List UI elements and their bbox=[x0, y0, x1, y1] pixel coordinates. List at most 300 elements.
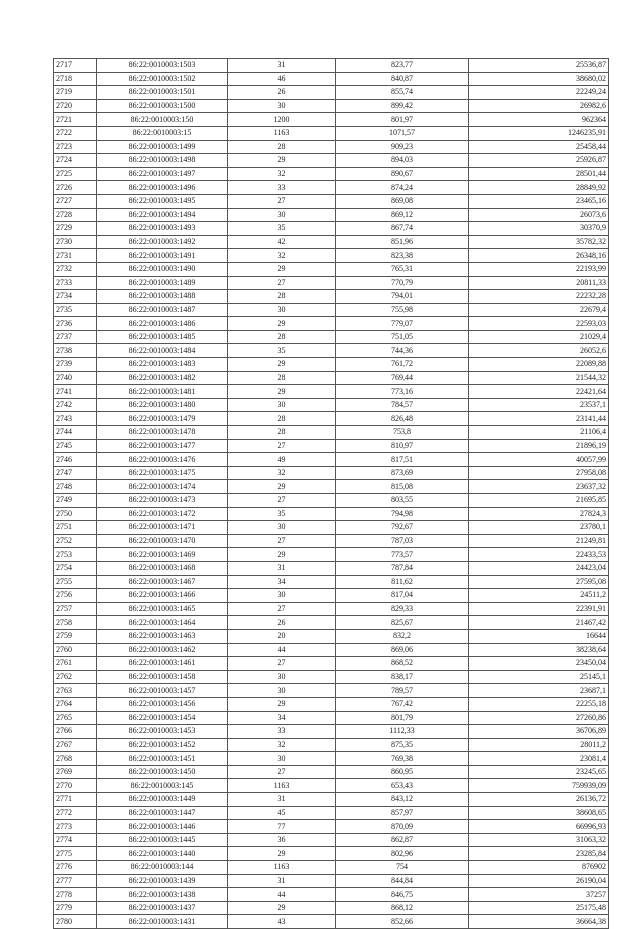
row-number-cell: 2774 bbox=[54, 833, 97, 847]
area-cell: 35 bbox=[228, 222, 336, 236]
row-number-cell: 2776 bbox=[54, 861, 97, 875]
table-row bbox=[54, 330, 609, 344]
row-number-cell: 2750 bbox=[54, 507, 97, 521]
specific-value-cell: 810,97 bbox=[336, 439, 469, 453]
specific-value-cell: 773,57 bbox=[336, 548, 469, 562]
cadastral-value-cell: 26136,72 bbox=[469, 793, 609, 807]
specific-value-cell: 754 bbox=[336, 861, 469, 875]
cadastral-value-cell: 28849,92 bbox=[469, 181, 609, 195]
cadastral-value-cell: 22193,99 bbox=[469, 262, 609, 276]
row-number-cell: 2720 bbox=[54, 99, 97, 113]
cadastral-value-cell: 23450,04 bbox=[469, 657, 609, 671]
cadastral-value-cell: 23537,1 bbox=[469, 398, 609, 412]
cadastral-number-cell: 86:22:0010003:144 bbox=[97, 861, 228, 875]
row-number-cell: 2759 bbox=[54, 629, 97, 643]
cadastral-number-cell: 86:22:0010003:1458 bbox=[97, 670, 228, 684]
table-row bbox=[54, 208, 609, 222]
cadastral-value-cell: 23245,65 bbox=[469, 765, 609, 779]
table-row bbox=[54, 140, 609, 154]
table-row bbox=[54, 303, 609, 317]
row-number-cell: 2765 bbox=[54, 711, 97, 725]
cadastral-number-cell: 86:22:0010003:1499 bbox=[97, 140, 228, 154]
row-number-cell: 2738 bbox=[54, 344, 97, 358]
area-cell: 33 bbox=[228, 725, 336, 739]
cadastral-value-cell: 27260,86 bbox=[469, 711, 609, 725]
row-number-cell: 2744 bbox=[54, 426, 97, 440]
specific-value-cell: 792,67 bbox=[336, 521, 469, 535]
area-cell: 1163 bbox=[228, 779, 336, 793]
specific-value-cell: 874,24 bbox=[336, 181, 469, 195]
cadastral-value-cell: 26073,6 bbox=[469, 208, 609, 222]
table-row bbox=[54, 684, 609, 698]
row-number-cell: 2760 bbox=[54, 643, 97, 657]
cadastral-number-cell: 86:22:0010003:1478 bbox=[97, 426, 228, 440]
row-number-cell: 2766 bbox=[54, 725, 97, 739]
cadastral-number-cell: 86:22:0010003:1477 bbox=[97, 439, 228, 453]
cadastral-number-cell: 86:22:0010003:1462 bbox=[97, 643, 228, 657]
specific-value-cell: 753,8 bbox=[336, 426, 469, 440]
row-number-cell: 2729 bbox=[54, 222, 97, 236]
area-cell: 29 bbox=[228, 358, 336, 372]
row-number-cell: 2749 bbox=[54, 494, 97, 508]
cadastral-value-cell: 23687,1 bbox=[469, 684, 609, 698]
row-number-cell: 2780 bbox=[54, 915, 97, 929]
specific-value-cell: 773,16 bbox=[336, 385, 469, 399]
cadastral-value-cell: 1246235,91 bbox=[469, 126, 609, 140]
row-number-cell: 2753 bbox=[54, 548, 97, 562]
cadastral-value-cell: 22391,91 bbox=[469, 602, 609, 616]
area-cell: 28 bbox=[228, 426, 336, 440]
row-number-cell: 2767 bbox=[54, 738, 97, 752]
table-row bbox=[54, 72, 609, 86]
area-cell: 26 bbox=[228, 616, 336, 630]
cadastral-value-cell: 28011,2 bbox=[469, 738, 609, 752]
row-number-cell: 2754 bbox=[54, 561, 97, 575]
row-number-cell: 2771 bbox=[54, 793, 97, 807]
table-row bbox=[54, 793, 609, 807]
table-row bbox=[54, 534, 609, 548]
table-body bbox=[54, 59, 609, 929]
cadastral-number-cell: 86:22:0010003:1463 bbox=[97, 629, 228, 643]
table-row bbox=[54, 317, 609, 331]
row-number-cell: 2735 bbox=[54, 303, 97, 317]
area-cell: 36 bbox=[228, 833, 336, 847]
table-row bbox=[54, 643, 609, 657]
cadastral-number-cell: 86:22:0010003:1447 bbox=[97, 806, 228, 820]
cadastral-number-cell: 86:22:0010003:1498 bbox=[97, 154, 228, 168]
cadastral-value-cell: 23637,32 bbox=[469, 480, 609, 494]
cadastral-number-cell: 86:22:0010003:1474 bbox=[97, 480, 228, 494]
cadastral-number-cell: 86:22:0010003:1476 bbox=[97, 453, 228, 467]
area-cell: 29 bbox=[228, 317, 336, 331]
area-cell: 30 bbox=[228, 303, 336, 317]
table-row bbox=[54, 426, 609, 440]
cadastral-value-cell: 22421,64 bbox=[469, 385, 609, 399]
row-number-cell: 2721 bbox=[54, 113, 97, 127]
cadastral-number-cell: 86:22:0010003:1471 bbox=[97, 521, 228, 535]
specific-value-cell: 846,75 bbox=[336, 888, 469, 902]
specific-value-cell: 844,84 bbox=[336, 874, 469, 888]
cadastral-number-cell: 86:22:0010003:1456 bbox=[97, 697, 228, 711]
specific-value-cell: 803,55 bbox=[336, 494, 469, 508]
cadastral-number-cell: 86:22:0010003:1450 bbox=[97, 765, 228, 779]
row-number-cell: 2769 bbox=[54, 765, 97, 779]
table-row bbox=[54, 276, 609, 290]
table-row bbox=[54, 657, 609, 671]
cadastral-number-cell: 86:22:0010003:1492 bbox=[97, 235, 228, 249]
area-cell: 1163 bbox=[228, 126, 336, 140]
table-row bbox=[54, 738, 609, 752]
area-cell: 28 bbox=[228, 330, 336, 344]
area-cell: 28 bbox=[228, 290, 336, 304]
specific-value-cell: 1071,57 bbox=[336, 126, 469, 140]
table-row bbox=[54, 371, 609, 385]
area-cell: 30 bbox=[228, 208, 336, 222]
row-number-cell: 2745 bbox=[54, 439, 97, 453]
cadastral-value-cell: 759939,09 bbox=[469, 779, 609, 793]
table-row bbox=[54, 752, 609, 766]
cadastral-number-cell: 86:22:0010003:1438 bbox=[97, 888, 228, 902]
cadastral-value-cell: 23141,44 bbox=[469, 412, 609, 426]
specific-value-cell: 862,87 bbox=[336, 833, 469, 847]
area-cell: 46 bbox=[228, 72, 336, 86]
cadastral-number-cell: 86:22:0010003:1445 bbox=[97, 833, 228, 847]
cadastral-number-cell: 86:22:0010003:1446 bbox=[97, 820, 228, 834]
row-number-cell: 2777 bbox=[54, 874, 97, 888]
cadastral-number-cell: 86:22:0010003:1484 bbox=[97, 344, 228, 358]
specific-value-cell: 794,01 bbox=[336, 290, 469, 304]
area-cell: 31 bbox=[228, 561, 336, 575]
table-row bbox=[54, 290, 609, 304]
row-number-cell: 2779 bbox=[54, 901, 97, 915]
cadastral-number-cell: 86:22:0010003:1491 bbox=[97, 249, 228, 263]
table-row bbox=[54, 358, 609, 372]
row-number-cell: 2740 bbox=[54, 371, 97, 385]
cadastral-value-cell: 22255,18 bbox=[469, 697, 609, 711]
table-row bbox=[54, 398, 609, 412]
row-number-cell: 2728 bbox=[54, 208, 97, 222]
cadastral-number-cell: 86:22:0010003:145 bbox=[97, 779, 228, 793]
cadastral-value-cell: 24423,04 bbox=[469, 561, 609, 575]
cadastral-value-cell: 25458,44 bbox=[469, 140, 609, 154]
table-row bbox=[54, 589, 609, 603]
specific-value-cell: 744,36 bbox=[336, 344, 469, 358]
area-cell: 31 bbox=[228, 874, 336, 888]
cadastral-value-cell: 23780,1 bbox=[469, 521, 609, 535]
table-row bbox=[54, 222, 609, 236]
row-number-cell: 2746 bbox=[54, 453, 97, 467]
area-cell: 45 bbox=[228, 806, 336, 820]
row-number-cell: 2764 bbox=[54, 697, 97, 711]
area-cell: 30 bbox=[228, 752, 336, 766]
specific-value-cell: 784,57 bbox=[336, 398, 469, 412]
area-cell: 28 bbox=[228, 371, 336, 385]
row-number-cell: 2761 bbox=[54, 657, 97, 671]
specific-value-cell: 802,96 bbox=[336, 847, 469, 861]
cadastral-number-cell: 86:22:0010003:1496 bbox=[97, 181, 228, 195]
cadastral-number-cell: 86:22:0010003:1473 bbox=[97, 494, 228, 508]
cadastral-number-cell: 86:22:0010003:1457 bbox=[97, 684, 228, 698]
cadastral-number-cell: 86:22:0010003:1452 bbox=[97, 738, 228, 752]
area-cell: 26 bbox=[228, 86, 336, 100]
area-cell: 34 bbox=[228, 575, 336, 589]
table-row bbox=[54, 59, 609, 73]
specific-value-cell: 838,17 bbox=[336, 670, 469, 684]
area-cell: 27 bbox=[228, 765, 336, 779]
cadastral-number-cell: 86:22:0010003:1475 bbox=[97, 466, 228, 480]
row-number-cell: 2773 bbox=[54, 820, 97, 834]
table-row bbox=[54, 847, 609, 861]
area-cell: 44 bbox=[228, 643, 336, 657]
row-number-cell: 2758 bbox=[54, 616, 97, 630]
row-number-cell: 2755 bbox=[54, 575, 97, 589]
specific-value-cell: 801,79 bbox=[336, 711, 469, 725]
cadastral-number-cell: 86:22:0010003:15 bbox=[97, 126, 228, 140]
cadastral-number-cell: 86:22:0010003:1494 bbox=[97, 208, 228, 222]
table-row bbox=[54, 629, 609, 643]
row-number-cell: 2739 bbox=[54, 358, 97, 372]
specific-value-cell: 767,42 bbox=[336, 697, 469, 711]
cadastral-number-cell: 86:22:0010003:1469 bbox=[97, 548, 228, 562]
row-number-cell: 2718 bbox=[54, 72, 97, 86]
specific-value-cell: 852,66 bbox=[336, 915, 469, 929]
area-cell: 27 bbox=[228, 276, 336, 290]
cadastral-value-cell: 21695,85 bbox=[469, 494, 609, 508]
cadastral-value-cell: 21249,81 bbox=[469, 534, 609, 548]
specific-value-cell: 909,23 bbox=[336, 140, 469, 154]
table-row bbox=[54, 861, 609, 875]
cadastral-value-cell: 21544,32 bbox=[469, 371, 609, 385]
table-row bbox=[54, 86, 609, 100]
cadastral-value-cell: 21467,42 bbox=[469, 616, 609, 630]
area-cell: 27 bbox=[228, 657, 336, 671]
cadastral-value-cell: 38238,64 bbox=[469, 643, 609, 657]
table-row bbox=[54, 235, 609, 249]
specific-value-cell: 832,2 bbox=[336, 629, 469, 643]
row-number-cell: 2726 bbox=[54, 181, 97, 195]
row-number-cell: 2742 bbox=[54, 398, 97, 412]
cadastral-number-cell: 86:22:0010003:1486 bbox=[97, 317, 228, 331]
table-row bbox=[54, 602, 609, 616]
cadastral-value-cell: 27824,3 bbox=[469, 507, 609, 521]
area-cell: 31 bbox=[228, 793, 336, 807]
specific-value-cell: 899,42 bbox=[336, 99, 469, 113]
row-number-cell: 2752 bbox=[54, 534, 97, 548]
row-number-cell: 2737 bbox=[54, 330, 97, 344]
cadastral-number-cell: 86:22:0010003:1470 bbox=[97, 534, 228, 548]
area-cell: 1200 bbox=[228, 113, 336, 127]
table-row bbox=[54, 494, 609, 508]
cadastral-number-cell: 86:22:0010003:1468 bbox=[97, 561, 228, 575]
area-cell: 43 bbox=[228, 915, 336, 929]
table-row bbox=[54, 480, 609, 494]
row-number-cell: 2734 bbox=[54, 290, 97, 304]
cadastral-value-cell: 25926,87 bbox=[469, 154, 609, 168]
table-row bbox=[54, 507, 609, 521]
cadastral-number-cell: 86:22:0010003:1503 bbox=[97, 59, 228, 73]
row-number-cell: 2725 bbox=[54, 167, 97, 181]
specific-value-cell: 1112,33 bbox=[336, 725, 469, 739]
specific-value-cell: 787,03 bbox=[336, 534, 469, 548]
area-cell: 27 bbox=[228, 439, 336, 453]
area-cell: 20 bbox=[228, 629, 336, 643]
row-number-cell: 2768 bbox=[54, 752, 97, 766]
table-row bbox=[54, 466, 609, 480]
specific-value-cell: 843,12 bbox=[336, 793, 469, 807]
cadastral-value-cell: 20811,33 bbox=[469, 276, 609, 290]
area-cell: 35 bbox=[228, 507, 336, 521]
table-row bbox=[54, 874, 609, 888]
specific-value-cell: 857,97 bbox=[336, 806, 469, 820]
area-cell: 77 bbox=[228, 820, 336, 834]
row-number-cell: 2730 bbox=[54, 235, 97, 249]
cadastral-value-cell: 23285,84 bbox=[469, 847, 609, 861]
table-row bbox=[54, 833, 609, 847]
row-number-cell: 2757 bbox=[54, 602, 97, 616]
cadastral-value-cell: 21106,4 bbox=[469, 426, 609, 440]
specific-value-cell: 890,67 bbox=[336, 167, 469, 181]
row-number-cell: 2727 bbox=[54, 194, 97, 208]
cadastral-value-cell: 37257 bbox=[469, 888, 609, 902]
area-cell: 29 bbox=[228, 262, 336, 276]
cadastral-number-cell: 86:22:0010003:1488 bbox=[97, 290, 228, 304]
cadastral-number-cell: 86:22:0010003:1493 bbox=[97, 222, 228, 236]
area-cell: 27 bbox=[228, 534, 336, 548]
cadastral-value-cell: 66996,93 bbox=[469, 820, 609, 834]
row-number-cell: 2772 bbox=[54, 806, 97, 820]
cadastral-number-cell: 86:22:0010003:1489 bbox=[97, 276, 228, 290]
cadastral-number-cell: 86:22:0010003:1466 bbox=[97, 589, 228, 603]
row-number-cell: 2778 bbox=[54, 888, 97, 902]
cadastral-value-cell: 23465,16 bbox=[469, 194, 609, 208]
area-cell: 27 bbox=[228, 602, 336, 616]
cadastral-value-cell: 25145,1 bbox=[469, 670, 609, 684]
specific-value-cell: 779,07 bbox=[336, 317, 469, 331]
area-cell: 33 bbox=[228, 181, 336, 195]
cadastral-value-cell: 25536,87 bbox=[469, 59, 609, 73]
specific-value-cell: 817,51 bbox=[336, 453, 469, 467]
area-cell: 30 bbox=[228, 684, 336, 698]
area-cell: 32 bbox=[228, 738, 336, 752]
row-number-cell: 2747 bbox=[54, 466, 97, 480]
cadastral-number-cell: 86:22:0010003:1465 bbox=[97, 602, 228, 616]
specific-value-cell: 811,62 bbox=[336, 575, 469, 589]
cadastral-number-cell: 86:22:0010003:1439 bbox=[97, 874, 228, 888]
table-row bbox=[54, 439, 609, 453]
cadastral-value-cell: 26348,16 bbox=[469, 249, 609, 263]
cadastral-number-cell: 86:22:0010003:1485 bbox=[97, 330, 228, 344]
row-number-cell: 2770 bbox=[54, 779, 97, 793]
specific-value-cell: 870,09 bbox=[336, 820, 469, 834]
row-number-cell: 2756 bbox=[54, 589, 97, 603]
cadastral-number-cell: 86:22:0010003:1482 bbox=[97, 371, 228, 385]
area-cell: 29 bbox=[228, 154, 336, 168]
area-cell: 29 bbox=[228, 480, 336, 494]
area-cell: 35 bbox=[228, 344, 336, 358]
specific-value-cell: 817,04 bbox=[336, 589, 469, 603]
table-row bbox=[54, 711, 609, 725]
cadastral-value-cell: 35782,32 bbox=[469, 235, 609, 249]
area-cell: 32 bbox=[228, 167, 336, 181]
cadastral-value-cell: 22089,88 bbox=[469, 358, 609, 372]
table-row bbox=[54, 888, 609, 902]
cadastral-number-cell: 86:22:0010003:1483 bbox=[97, 358, 228, 372]
table-row bbox=[54, 561, 609, 575]
specific-value-cell: 801,97 bbox=[336, 113, 469, 127]
cadastral-value-cell: 27958,08 bbox=[469, 466, 609, 480]
area-cell: 32 bbox=[228, 249, 336, 263]
specific-value-cell: 868,12 bbox=[336, 901, 469, 915]
specific-value-cell: 815,08 bbox=[336, 480, 469, 494]
cadastral-value-cell: 22679,4 bbox=[469, 303, 609, 317]
cadastral-value-cell: 31063,32 bbox=[469, 833, 609, 847]
area-cell: 44 bbox=[228, 888, 336, 902]
table-row bbox=[54, 194, 609, 208]
specific-value-cell: 867,74 bbox=[336, 222, 469, 236]
cadastral-value-cell: 23081,4 bbox=[469, 752, 609, 766]
specific-value-cell: 894,03 bbox=[336, 154, 469, 168]
table-row bbox=[54, 412, 609, 426]
cadastral-number-cell: 86:22:0010003:1454 bbox=[97, 711, 228, 725]
specific-value-cell: 770,79 bbox=[336, 276, 469, 290]
area-cell: 30 bbox=[228, 521, 336, 535]
row-number-cell: 2732 bbox=[54, 262, 97, 276]
specific-value-cell: 787,84 bbox=[336, 561, 469, 575]
cadastral-number-cell: 86:22:0010003:1464 bbox=[97, 616, 228, 630]
table-row bbox=[54, 154, 609, 168]
area-cell: 29 bbox=[228, 548, 336, 562]
cadastral-value-cell: 22593,03 bbox=[469, 317, 609, 331]
row-number-cell: 2775 bbox=[54, 847, 97, 861]
specific-value-cell: 653,43 bbox=[336, 779, 469, 793]
table-row bbox=[54, 670, 609, 684]
table-row bbox=[54, 344, 609, 358]
cadastral-value-cell: 38680,02 bbox=[469, 72, 609, 86]
area-cell: 32 bbox=[228, 466, 336, 480]
area-cell: 34 bbox=[228, 711, 336, 725]
cadastral-value-cell: 962364 bbox=[469, 113, 609, 127]
cadastral-number-cell: 86:22:0010003:1501 bbox=[97, 86, 228, 100]
specific-value-cell: 875,35 bbox=[336, 738, 469, 752]
cadastral-value-cell: 26052,6 bbox=[469, 344, 609, 358]
row-number-cell: 2717 bbox=[54, 59, 97, 73]
row-number-cell: 2722 bbox=[54, 126, 97, 140]
area-cell: 27 bbox=[228, 494, 336, 508]
area-cell: 30 bbox=[228, 99, 336, 113]
cadastral-value-cell: 30370,9 bbox=[469, 222, 609, 236]
cadastral-number-cell: 86:22:0010003:150 bbox=[97, 113, 228, 127]
table-row bbox=[54, 901, 609, 915]
area-cell: 49 bbox=[228, 453, 336, 467]
cadastral-value-cell: 26190,04 bbox=[469, 874, 609, 888]
specific-value-cell: 765,31 bbox=[336, 262, 469, 276]
row-number-cell: 2743 bbox=[54, 412, 97, 426]
cadastral-value-cell: 21029,4 bbox=[469, 330, 609, 344]
row-number-cell: 2751 bbox=[54, 521, 97, 535]
row-number-cell: 2723 bbox=[54, 140, 97, 154]
table-row bbox=[54, 725, 609, 739]
specific-value-cell: 869,12 bbox=[336, 208, 469, 222]
cadastral-number-cell: 86:22:0010003:1481 bbox=[97, 385, 228, 399]
cadastral-value-cell: 24511,2 bbox=[469, 589, 609, 603]
table-row bbox=[54, 113, 609, 127]
specific-value-cell: 794,98 bbox=[336, 507, 469, 521]
specific-value-cell: 755,98 bbox=[336, 303, 469, 317]
cadastral-number-cell: 86:22:0010003:1480 bbox=[97, 398, 228, 412]
cadastral-value-cell: 36664,38 bbox=[469, 915, 609, 929]
row-number-cell: 2762 bbox=[54, 670, 97, 684]
table-row bbox=[54, 575, 609, 589]
